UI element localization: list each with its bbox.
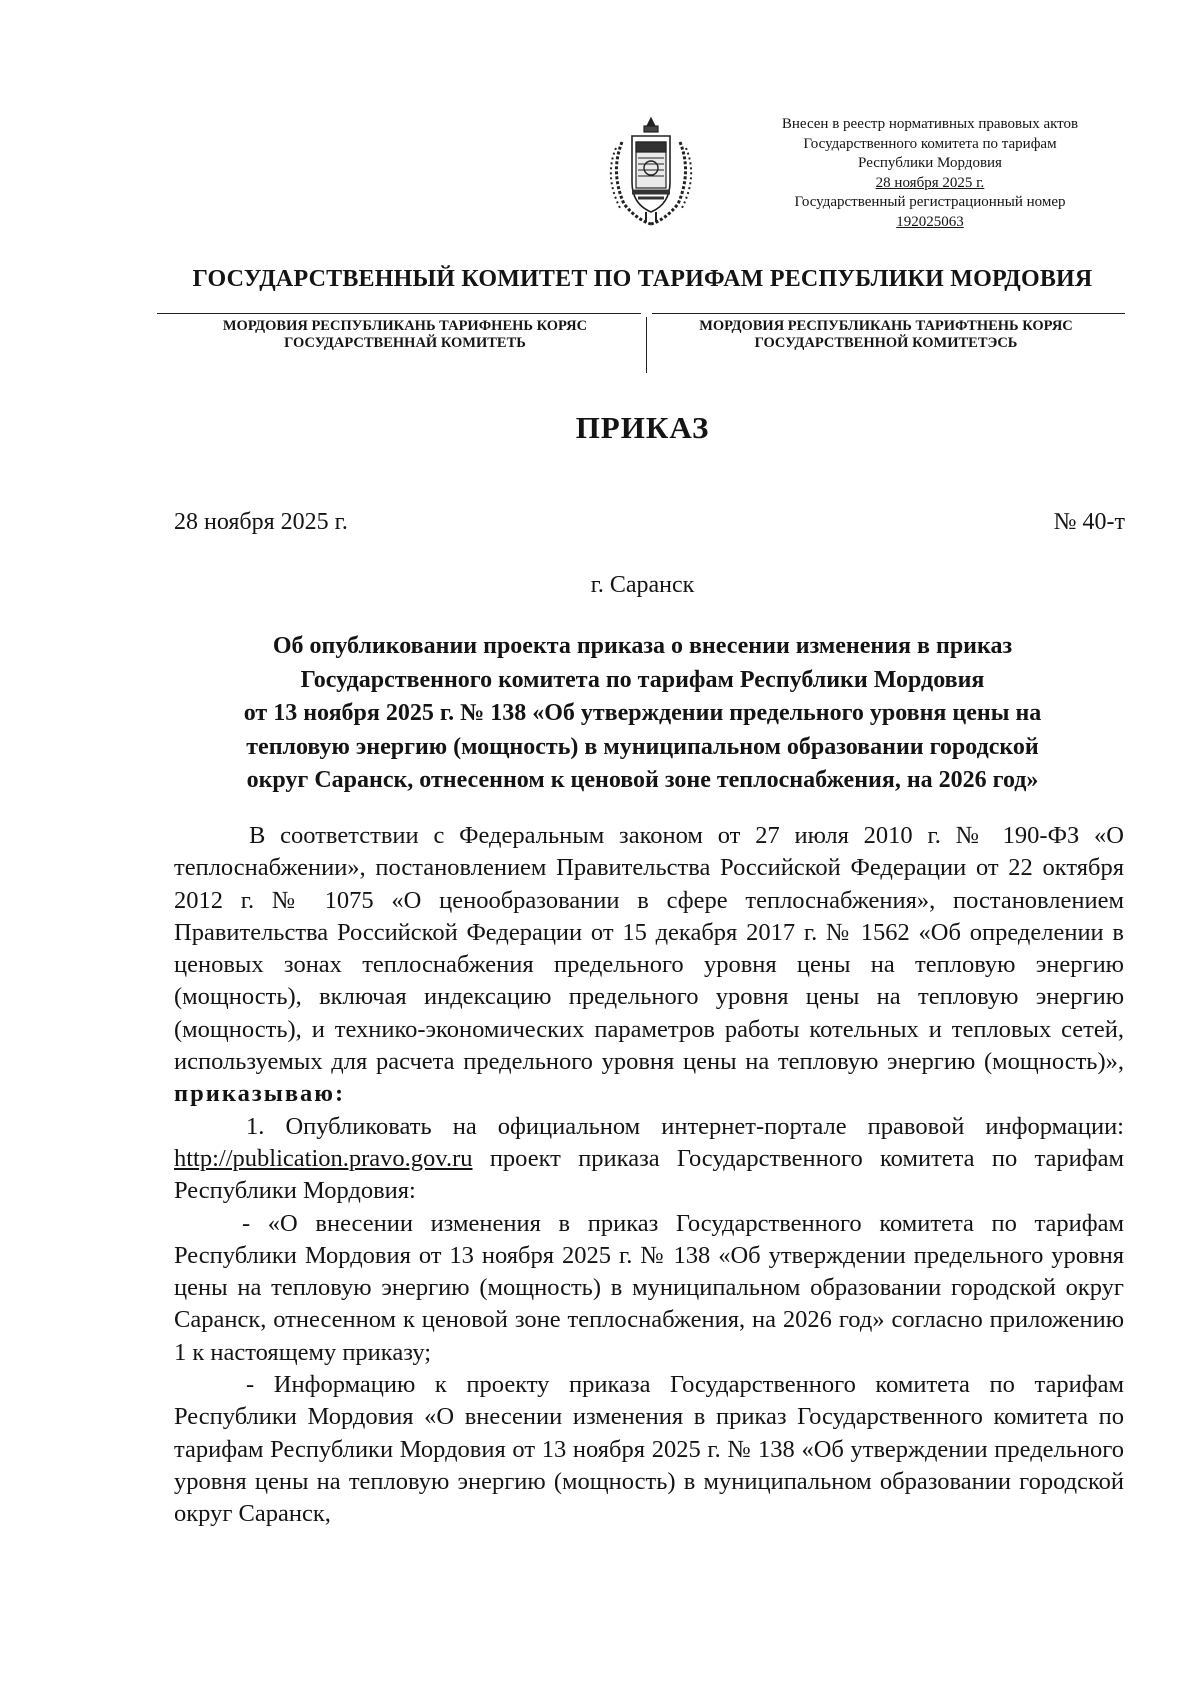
organization-name: ГОСУДАРСТВЕННЫЙ КОМИТЕТ ПО ТАРИФАМ РЕСПУБЛИКИ МОРДОВИЯ: [192, 266, 1093, 292]
erzya-line-1: МОРДОВИЯ РЕСПУБЛИКАНЬ ТАРИФТНЕНЬ КОРЯС: [699, 318, 1073, 334]
header-divider-right: [652, 313, 1125, 314]
document-type: ПРИКАЗ: [575, 410, 710, 445]
item-1-text: 1. Опубликовать на официальном интернет-портале правовой информации:: [246, 1112, 1124, 1140]
title-line-5: округ Саранск, отнесенном к ценовой зоне теплоснабжения, на 2026 год»: [246, 767, 1039, 793]
moksha-org-name: [170, 318, 640, 352]
document-title: [160, 630, 1125, 798]
preamble-text: В соответствии с Федеральным законом от 27 июля 2010 г. № 190-ФЗ «О теплоснабжении», постановлением Правительства Российской Федерации от 22 октября 2012 г. № 1075 «О ценообразовании в сфере теплоснабжения», постановлением Правительства Российской Федерации от 15 декабря 2017 г. № 1562 «Об определении в ценовых зонах теплоснабжения предельного уровня цены на тепловую энергию (мощность), включая индексацию предельного уровня цены на тепловую энергию (мощность), и технико-экономических параметров работы котельных и тепловых сетей, используемых для расчета предельного уровня цены на тепловую энергию (мощность)»,: [174, 822, 1124, 1076]
title-line-4: тепловую энергию (мощность) в муниципальном образовании городской: [246, 733, 1039, 760]
moksha-line-1: МОРДОВИЯ РЕСПУБЛИКАНЬ ТАРИФНЕНЬ КОРЯС: [222, 318, 588, 334]
preamble-paragraph: [174, 820, 1124, 1111]
document-number: № 40-т: [1053, 509, 1125, 535]
title-line-2: Государственного комитета по тарифам Республики Мордовия: [300, 666, 985, 693]
coat-of-arms-emblem: [592, 112, 710, 232]
header-divider-left: [157, 313, 641, 314]
erzya-line-2: ГОСУДАРСТВЕННОЙ КОМИТЕТЭСЬ: [754, 335, 1018, 351]
order-word: приказываю:: [174, 1080, 346, 1108]
title-line-3: от 13 ноября 2025 г. № 138 «Об утверждении предельного уровня цены на: [243, 700, 1042, 726]
document-body: [174, 820, 1124, 1531]
registry-date: 28 ноября 2025 г.: [875, 174, 985, 191]
moksha-line-2: ГОСУДАРСТВЕННАЙ КОМИТЕТЬ: [284, 335, 526, 351]
registry-number: 192025063: [896, 213, 964, 230]
erzya-org-name: [656, 318, 1116, 352]
bullet-1-paragraph: - «О внесении изменения в приказ Государственного комитета по тарифам Республики Мордовия от 13 ноября 2025 г. № 138 «Об утверждении предельного уровня цены на тепловую энергию (мощность) в муниципальном образовании городской округ Саранск, отнесенном к ценовой зоне теплоснабжения, на 2026 год» согласно приложению 1 к настоящему приказу;: [174, 1209, 1124, 1366]
bullet-2-paragraph: - Информацию к проекту приказа Государственного комитета по тарифам Республики Мордовия «О внесении изменения в приказ Государственного комитета по тарифам Республики Мордовия от 13 ноября 2025 г. № 138 «Об утверждении предельного уровня цены на тепловую энергию (мощность) в муниципальном образовании городской округ Саранск,: [174, 1371, 1124, 1528]
title-line-1: Об опубликовании проекта приказа о внесении изменения в приказ: [272, 633, 1013, 659]
registry-stamp: [750, 115, 1110, 232]
item-1-paragraph: [174, 1111, 1124, 1208]
registry-line-5: Государственный регистрационный номер: [794, 194, 1066, 210]
item-1-text-after: проект приказа Государственного комитета по тарифам Республики Мордовия:: [174, 1144, 1124, 1205]
registry-line-1: Внесен в реестр нормативных правовых актов: [781, 116, 1079, 132]
publication-portal-link[interactable]: http://publication.pravo.gov.ru: [174, 1144, 473, 1172]
registry-line-3: Республики Мордовия: [858, 155, 1002, 171]
document-date: 28 ноября 2025 г.: [174, 509, 348, 535]
header-vertical-divider: [646, 317, 647, 373]
registry-line-2: Государственного комитета по тарифам: [803, 135, 1057, 152]
document-city: г. Саранск: [590, 572, 695, 598]
